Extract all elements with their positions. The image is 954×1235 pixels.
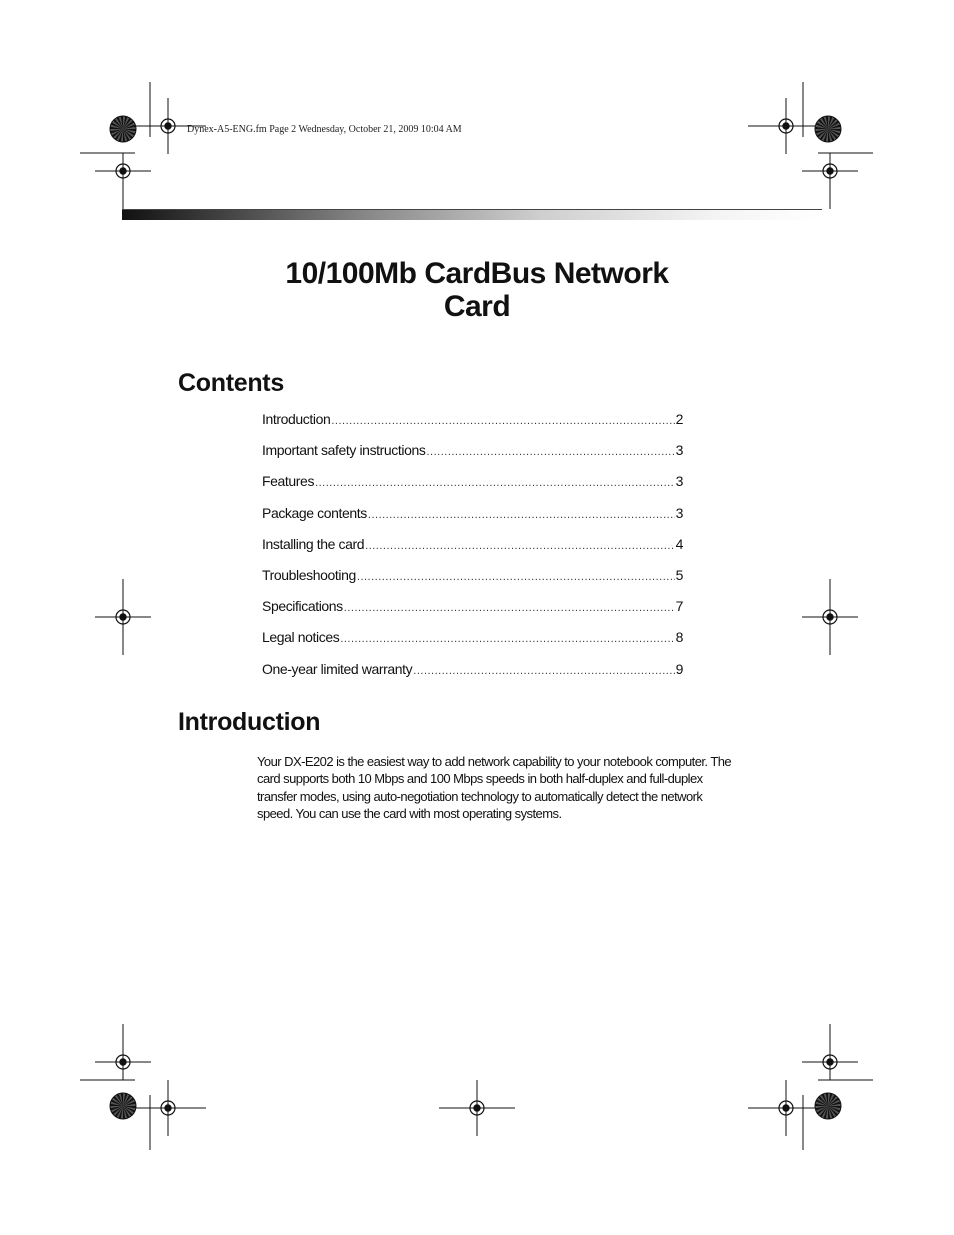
toc-entry-label: Legal notices xyxy=(262,629,340,646)
title-line-2: Card xyxy=(443,290,511,323)
toc-entry-page: 3 xyxy=(675,442,683,459)
toc-entry[interactable] xyxy=(262,661,683,692)
toc-entry[interactable] xyxy=(262,629,683,660)
toc-entry-page: 2 xyxy=(675,411,683,427)
header-gradient-bar xyxy=(122,209,822,220)
starburst-mark xyxy=(110,116,136,142)
header-rule xyxy=(122,209,822,210)
document-title xyxy=(160,257,794,323)
toc-entry[interactable] xyxy=(262,598,683,629)
toc-entry-page: 5 xyxy=(675,566,683,583)
introduction-heading: Introduction xyxy=(178,708,321,736)
toc-entry-label: One-year limited warranty xyxy=(262,660,413,677)
toc-entry-page: 3 xyxy=(675,504,683,521)
file-slug: Dynex-A5-ENG.fm Page 2 Wednesday, October 21, 2009 10:04 AM xyxy=(187,124,462,135)
toc-entry-page: 3 xyxy=(675,473,683,490)
toc-leader xyxy=(357,571,675,583)
contents-heading: Contents xyxy=(178,369,284,397)
toc-entry[interactable] xyxy=(262,442,683,473)
toc-entry-page: 7 xyxy=(675,598,683,615)
toc-entry[interactable] xyxy=(262,473,683,504)
introduction-paragraph: Your DX-E202 is the easiest way to add network capability to your notebook computer. The card supports both 10 Mbps and 100 Mbps speeds in both half-duplex and full-duplex transfer modes, using auto-negotiation technology to automatically detect the network speed. You can use the card with most operating systems. xyxy=(257,754,732,822)
toc-leader xyxy=(315,477,675,489)
toc-leader xyxy=(344,602,675,614)
toc-entry[interactable] xyxy=(262,567,683,598)
starburst-mark xyxy=(815,116,841,142)
toc-leader xyxy=(426,446,674,458)
toc-leader xyxy=(340,633,674,645)
toc-entry-label: Installing the card xyxy=(262,535,365,552)
toc-entry-label: Troubleshooting xyxy=(262,566,356,583)
toc-entry[interactable] xyxy=(262,505,683,536)
starburst-mark xyxy=(815,1093,841,1119)
toc-entry-page: 9 xyxy=(675,660,683,677)
toc-entry-page: 4 xyxy=(675,535,683,552)
starburst-mark xyxy=(110,1093,136,1119)
title-line-1: 10/100Mb CardBus Network xyxy=(285,257,669,290)
toc-entry-page: 8 xyxy=(675,629,683,646)
toc-leader xyxy=(365,540,674,552)
toc-entry-label: Important safety instructions xyxy=(262,442,426,459)
toc-entry[interactable] xyxy=(262,536,683,567)
toc-leader xyxy=(368,509,675,521)
toc-entry-label: Introduction xyxy=(262,411,331,427)
toc-entry-label: Package contents xyxy=(262,504,367,521)
toc-leader xyxy=(413,665,674,677)
toc-entry[interactable] xyxy=(262,411,683,442)
toc-entry-label: Specifications xyxy=(262,598,343,615)
table-of-contents xyxy=(262,411,683,692)
toc-leader xyxy=(331,415,674,427)
toc-entry-label: Features xyxy=(262,473,315,490)
